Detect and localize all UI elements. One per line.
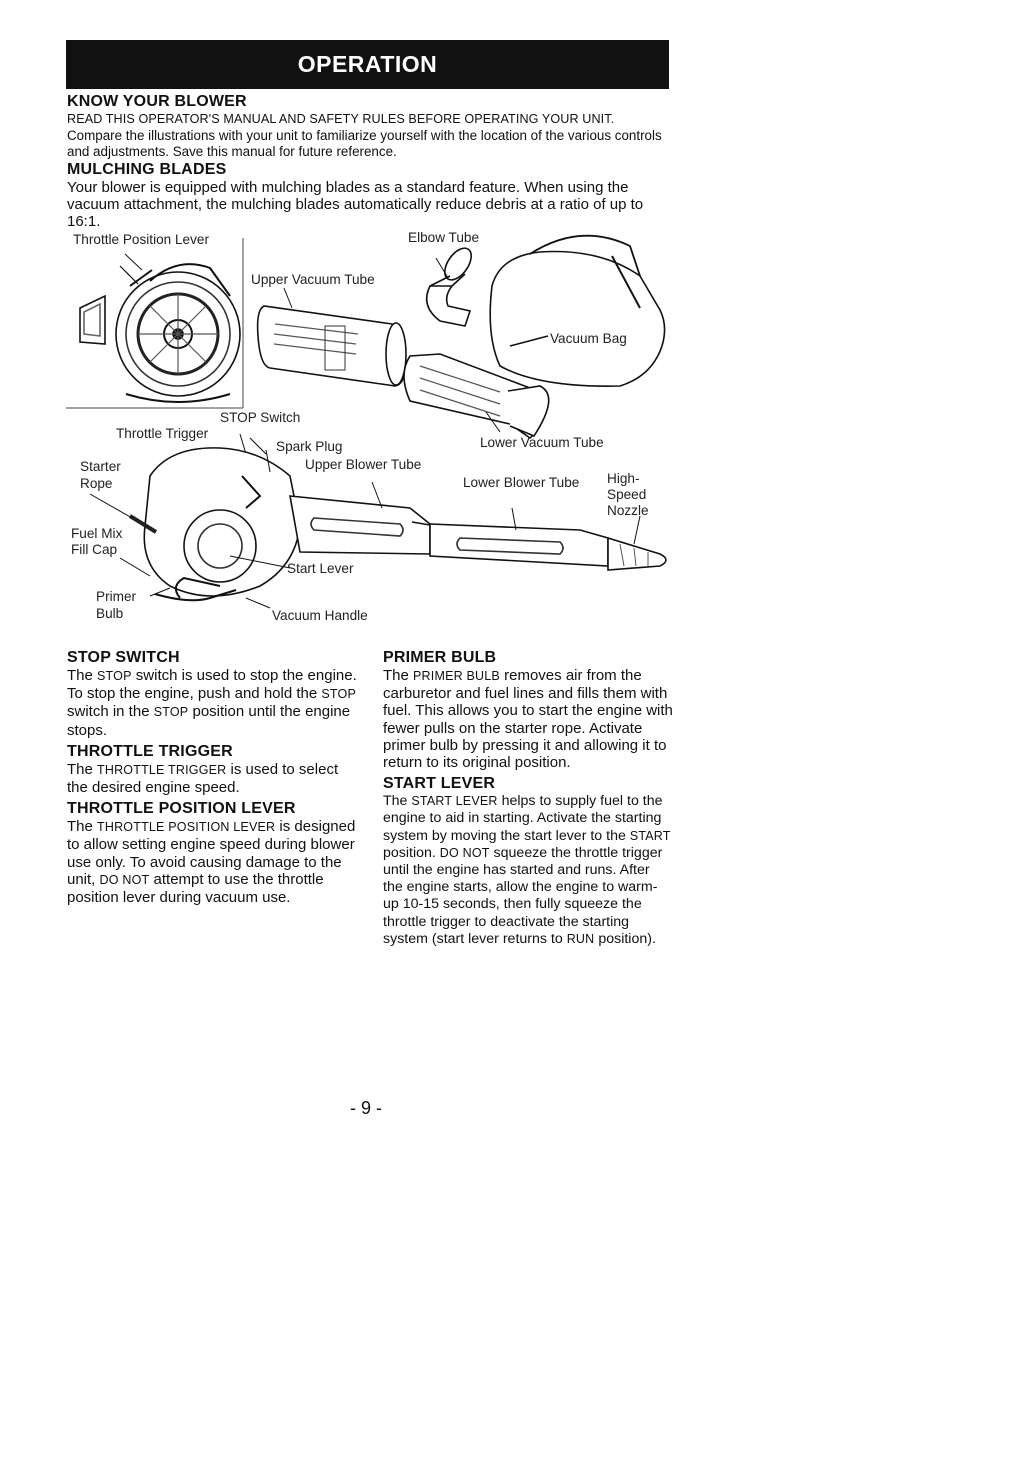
label-starter: Starter <box>80 459 121 474</box>
label-throttle-trigger: Throttle Trigger <box>116 426 209 441</box>
left-column <box>67 645 359 908</box>
label-bulb: Bulb <box>96 606 124 621</box>
stop-switch-heading: STOP SWITCH <box>67 649 180 666</box>
upper-vacuum-tube-drawing <box>258 306 406 386</box>
mulching-blades-heading: MULCHING BLADES <box>67 160 227 178</box>
blower-parts-illustration <box>60 226 680 626</box>
label-start-lever: Start Lever <box>287 561 354 576</box>
vacuum-bag-drawing <box>490 236 664 386</box>
label-primer: Primer <box>96 589 137 604</box>
page-number: - 9 - <box>350 1098 383 1118</box>
label-vacuum-bag: Vacuum Bag <box>550 331 627 346</box>
label-spark-plug: Spark Plug <box>276 439 343 454</box>
label-upper-vacuum-tube: Upper Vacuum Tube <box>251 272 375 287</box>
elbow-tube-drawing <box>427 244 477 326</box>
right-column <box>383 645 673 950</box>
label-lower-blower-tube: Lower Blower Tube <box>463 475 580 490</box>
label-fill-cap: Fill Cap <box>71 542 118 557</box>
section-title-banner <box>66 40 669 89</box>
label-upper-blower-tube: Upper Blower Tube <box>305 457 422 472</box>
primer-bulb-heading: PRIMER BULB <box>383 649 497 666</box>
start-lever-heading: START LEVER <box>383 775 496 793</box>
mulching-blades-text: Your blower is equipped with mulching blades as a standard feature. When using the vacuum attachment, the mulching blades automatically reduce debris at a ratio of up to 16:1. <box>67 178 644 230</box>
throttle-position-lever-heading: THROTTLE POSITION LEVER <box>67 800 296 818</box>
start-lever-text: The START LEVER helps to supply fuel to the engine to aid in starting. Activate the starting system by moving the start lever to the START position. DO NOT squeeze the throttle trigger until the engine has started and runs. After the engine starts, allow the engine to warm-up 10-15 seconds, then fully squeeze the throttle trigger to deactivate the starting system (start lever returns to RUN position). <box>383 793 671 947</box>
label-speed: Speed <box>607 487 647 502</box>
label-high: High- <box>607 471 640 486</box>
label-lower-vacuum-tube: Lower Vacuum Tube <box>480 435 604 450</box>
throttle-trigger-heading: THROTTLE TRIGGER <box>67 742 233 760</box>
label-stop-switch: STOP Switch <box>220 410 301 425</box>
primer-bulb-text: The PRIMER BULB removes air from the carburetor and fuel lines and fills them with fuel. This allows you to start the engine with fewer pulls on the starter rope. Activate primer bulb by pressing it and allowing it to return to its original position. <box>383 667 673 772</box>
label-nozzle: Nozzle <box>607 503 649 518</box>
label-fuel-mix: Fuel Mix <box>71 526 123 541</box>
engine-closeup-drawing <box>80 264 240 402</box>
throttle-trigger-text: The THROTTLE TRIGGER is used to select the desired engine speed. <box>67 760 339 797</box>
label-elbow-tube: Elbow Tube <box>408 230 480 245</box>
know-your-blower-heading: KNOW YOUR BLOWER <box>67 93 247 110</box>
intro-section <box>67 93 673 230</box>
know-your-blower-text: READ THIS OPERATOR'S MANUAL AND SAFETY RULES BEFORE OPERATING YOUR UNIT. Compare the illustrations with your unit to familiarize yourself with the location of the various controls and adjustments. Save this manual for future reference. <box>67 112 662 160</box>
label-rope: Rope <box>80 476 113 491</box>
label-vacuum-handle: Vacuum Handle <box>272 608 368 623</box>
throttle-position-lever-text: The THROTTLE POSITION LEVER is designed to allow setting engine speed during blower use only. To avoid causing damage to the unit, DO NOT attempt to use the throttle position lever during vacuum use. <box>67 818 356 907</box>
section-title: OPERATION <box>297 51 438 77</box>
label-throttle-position-lever: Throttle Position Lever <box>73 232 210 247</box>
stop-switch-text: The STOP switch is used to stop the engine. To stop the engine, push and hold the STOP switch in the STOP position until the engine stops. <box>67 667 357 739</box>
